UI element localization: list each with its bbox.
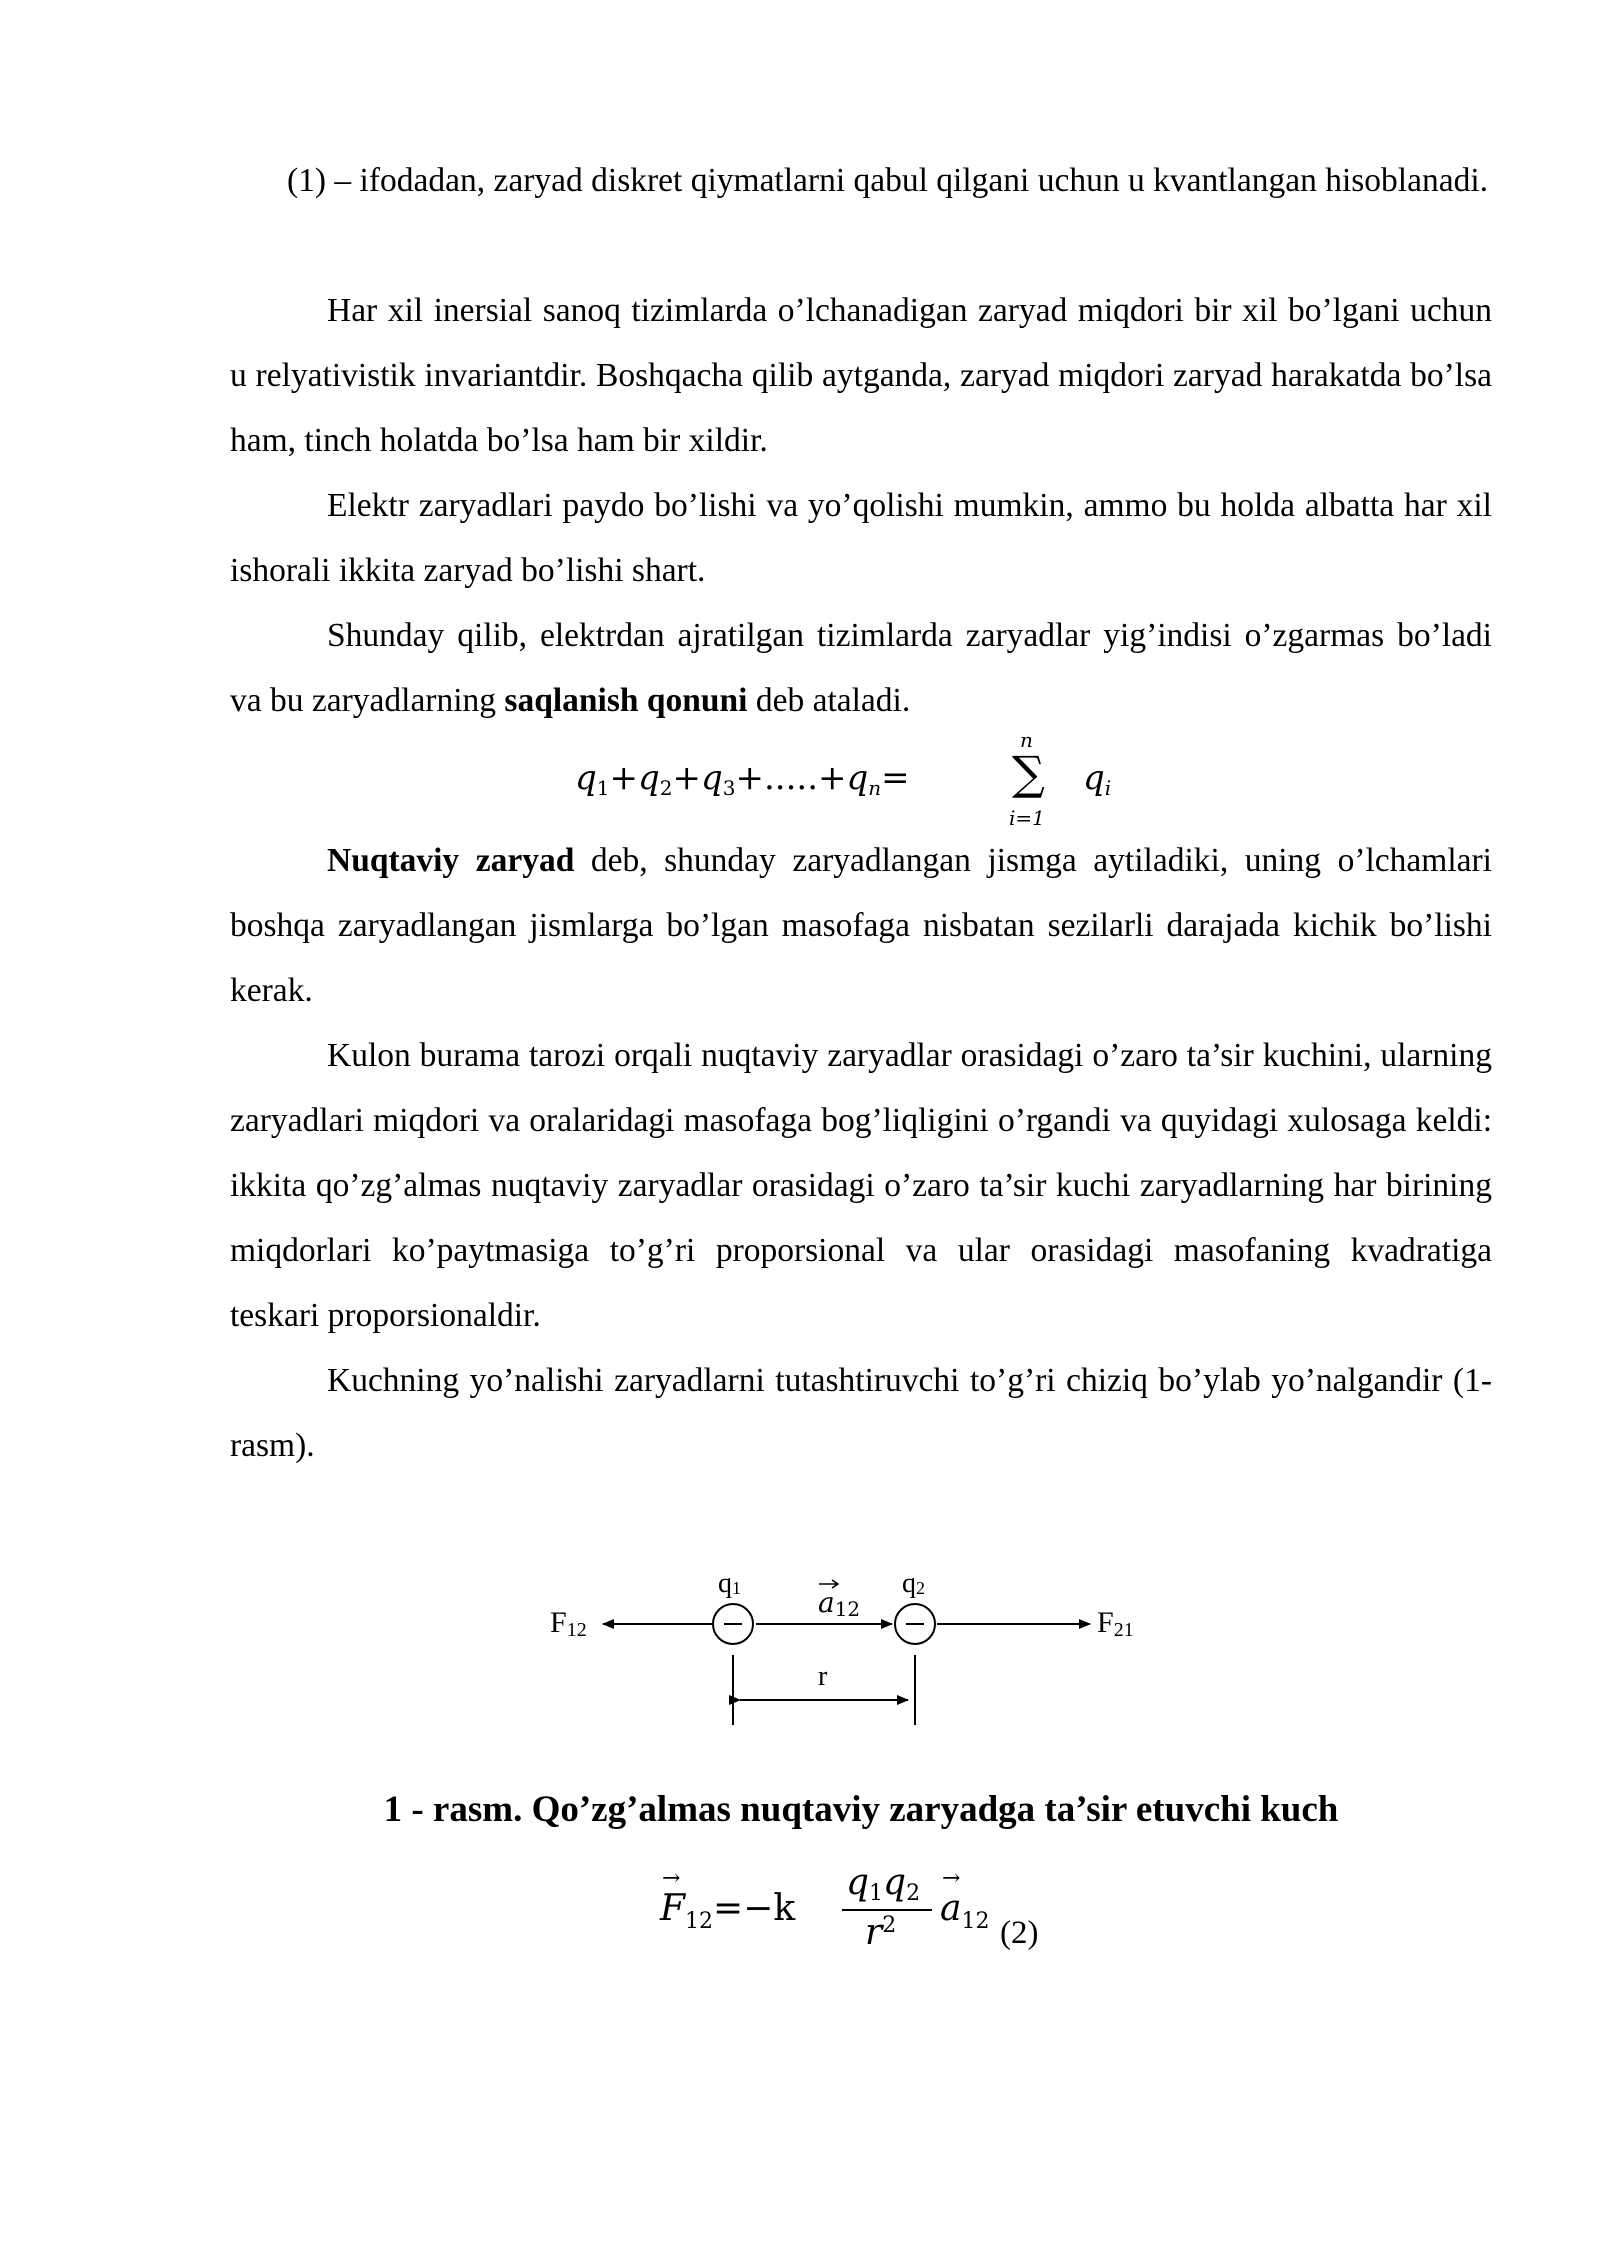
equation-sum-lhs: $q_1+q_2+q_3+.....+q_n=$ <box>575 758 910 800</box>
sigma-term: $q_i$ <box>1083 758 1112 800</box>
paragraph-7: Kuchning yo’nalishi zaryadlarni tutashtiruvchi to’g’ri chiziq bo’ylab yo’nalgandir (1- rasm). <box>230 1362 1492 1464</box>
paragraph-1: (1) – ifodadan, zaryad diskret qiymatlarni qabul qilgani uchun u kvantlangan hisoblanadi. <box>287 162 1489 199</box>
coulomb-force-diagram <box>540 1570 1180 1760</box>
term-point-charge: Nuqtaviy zaryad <box>327 842 575 879</box>
figure-caption: 1 - rasm. Qo’zg’almas nuqtaviy zaryadga ta’sir etuvchi kuch <box>383 1789 1339 1830</box>
paragraph-4: Shunday qilib, elektrdan ajratilgan tizimlarda zaryadlar yig’indisi o’zgarmas bo’ladi va bu zaryadlarning saqlanish qonuni deb ataladi. <box>230 617 1492 719</box>
paragraph-3: Elektr zaryadlari paydo bo’lishi va yo’qolishi mumkin, ammo bu holda albatta har xil ishorali ikkita zaryad bo’lishi shart. <box>230 487 1492 589</box>
label-f21: F21 <box>1097 1606 1134 1641</box>
unit-vector-term: → $a_{12}$ <box>940 1888 989 1934</box>
label-f12: F12 <box>550 1606 587 1641</box>
label-q2: q2 <box>902 1570 925 1599</box>
label-distance-r: r <box>818 1661 828 1692</box>
fraction-bar <box>842 1909 932 1911</box>
paragraph-6: Kulon burama tarozi orqali nuqtaviy zaryadlar orasidagi o’zaro ta’sir kuchini, ularning zaryadlari miqdori va oralaridagi masofaga bog’liqligini o’rgandi va quyidagi xulosaga keldi: ikkita qo’zg’almas nuqtaviy zaryadlar orasidagi o’zaro ta’sir kuchi zaryadlarning har birining miqdorlari ko’paytmasiga to’g’ri proporsional va ular orasidagi masofaning kvadratiga teskari proporsionaldir. <box>230 1037 1492 1334</box>
term-conservation-law: saqlanish qonuni <box>504 682 748 719</box>
sigma-symbol: ∑ <box>1012 746 1045 800</box>
paragraph-5: Nuqtaviy zaryad deb, shunday zaryadlangan jismga aytiladiki, uning o’lchamlari boshqa zaryadlangan jismlarga bo’lgan masofaga nisbatan sezilarli darajada kichik bo’lishi kerak. <box>230 842 1492 1009</box>
equation-number: (2) <box>1000 1915 1039 1951</box>
fraction-numerator: $q_1q_2$ <box>846 1862 921 1906</box>
charge-q2 <box>895 1604 935 1644</box>
equation-force-lhs: → $F_{12}=-k$ <box>660 1888 795 1934</box>
sigma-upper-limit: n <box>1020 728 1033 752</box>
fraction-denominator: $r^2$ <box>865 1912 897 1953</box>
charge-q1 <box>713 1604 753 1644</box>
equation-charge-sum <box>575 728 1135 838</box>
label-a12: a12 <box>818 1586 861 1621</box>
sigma-lower-limit: i=1 <box>1009 806 1045 830</box>
label-q1: q1 <box>718 1570 741 1599</box>
paragraph-2: Har xil inersial sanoq tizimlarda o’lchanadigan zaryad miqdori bir xil bo’lgani uchun u relyativistik invariantdir. Boshqacha qilib aytganda, zaryad miqdori zaryad harakatda bo’lsa ham, tinch holatda bo’lsa ham bir xildir. <box>230 292 1492 459</box>
